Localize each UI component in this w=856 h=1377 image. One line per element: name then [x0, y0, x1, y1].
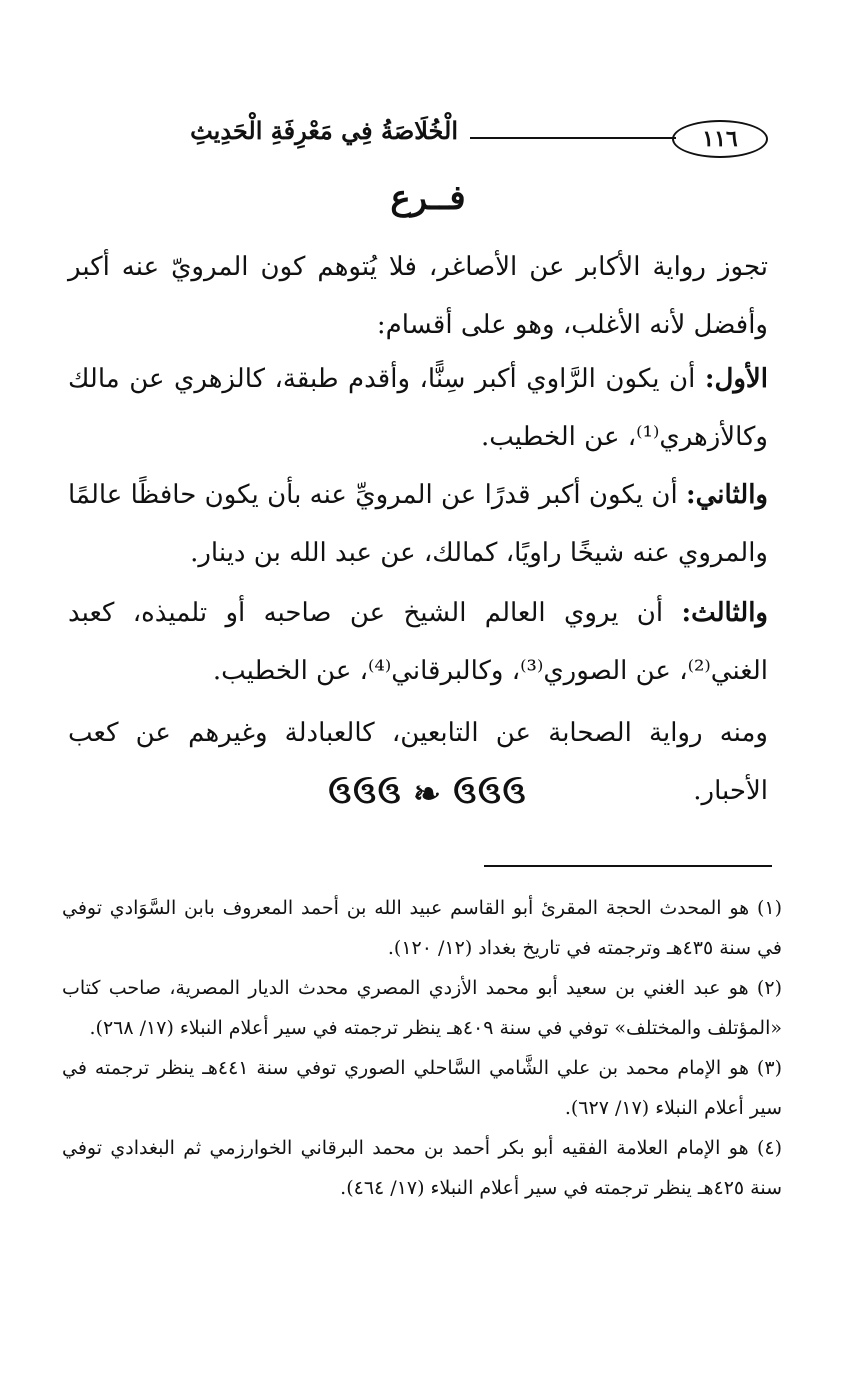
section-title: فــرع — [390, 178, 466, 218]
paragraph-lead: الأول: — [704, 364, 768, 394]
paragraph-third-type — [68, 584, 768, 700]
paragraph-text: أن يروي العالم الشيخ عن صاحبه أو تلميذه، كعبد الغني⁽²⁾، عن الصوري⁽³⁾، وكالبرقاني⁽⁴⁾، عن الخطيب. — [68, 598, 768, 686]
footnote-3: (٣) هو الإمام محمد بن علي الشَّامي السَّاحلي الصوري توفي سنة ٤٤١هـ ينظر ترجمته في سير أعلام النبلاء (١٧/ ٦٢٧). — [62, 1057, 782, 1119]
footnote-2: (٢) هو عبد الغني بن سعيد أبو محمد الأزدي المصري محدث الديار المصرية، صاحب كتاب «المؤتلف والمختلف» توفي في سنة ٤٠٩هـ ينظر ترجمته في سير أعلام النبلاء (١٧/ ٢٦٨). — [62, 977, 782, 1039]
running-title: الْخُلَاصَةُ فِي مَعْرِفَةِ الْحَدِيثِ — [190, 116, 458, 145]
page-header — [58, 112, 768, 158]
paragraph-second-type — [68, 466, 768, 582]
header-rule — [470, 137, 676, 139]
footnote-rule — [484, 865, 772, 867]
paragraph-text: أن يكون أكبر قدرًا عن المرويِّ عنه بأن يكون حافظًا عالمًا والمروي عنه شيخًا راويًا، كمالك، عن عبد الله بن دينار. — [68, 480, 768, 568]
paragraph-text: تجوز رواية الأكابر عن الأصاغر، فلا يُتوهم كون المرويّ عنه أكبر وأفضل لأنه الأغلب، وهو على أقسام: — [68, 252, 768, 340]
paragraph-intro — [68, 238, 768, 354]
page-number: ١١٦ — [672, 120, 768, 158]
paragraph-lead: والثالث: — [681, 598, 768, 628]
paragraph-text: أن يكون الرَّاوي أكبر سِنًّا، وأقدم طبقة، كالزهري عن مالك وكالأزهري⁽¹⁾، عن الخطيب. — [68, 364, 768, 452]
footnote-1: (١) هو المحدث الحجة المقرئ أبو القاسم عبيد الله بن أحمد المعروف بابن السَّوَادي توفي في سنة ٤٣٥هـ وترجمته في تاريخ بغداد (١٢/ ١٢٠). — [62, 897, 782, 959]
paragraph-text: ومنه رواية الصحابة عن التابعين، كالعبادلة وغيرهم عن كعب الأحبار. — [68, 718, 768, 806]
section-ornament: ઉઉઉ ❧ ઉઉઉ — [328, 776, 528, 811]
footnote-4: (٤) هو الإمام العلامة الفقيه أبو بكر أحمد بن محمد البرقاني الخوارزمي ثم البغدادي توفي سنة ٤٢٥هـ ينظر ترجمته في سير أعلام النبلاء (١٧/ ٤٦٤). — [62, 1137, 782, 1199]
paragraph-lead: والثاني: — [686, 480, 768, 510]
paragraph-first-type — [68, 350, 768, 466]
footnotes — [62, 888, 782, 1208]
